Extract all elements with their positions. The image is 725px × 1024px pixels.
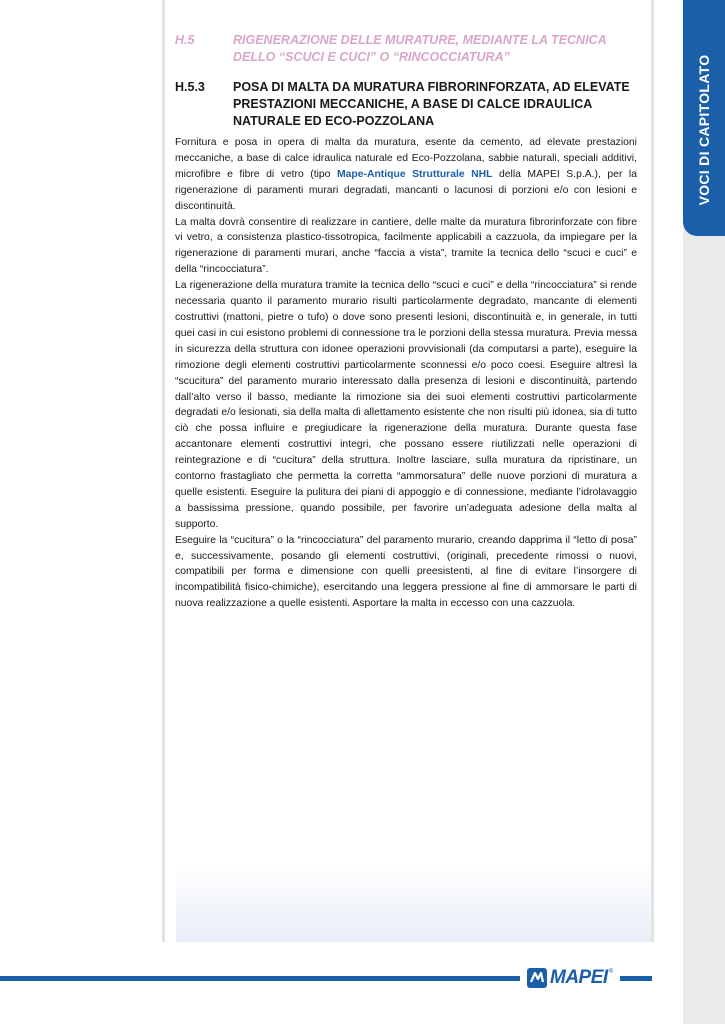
left-margin-rule (162, 0, 165, 942)
section-number: H.5 (175, 33, 195, 47)
paragraph-1: Fornitura e posa in opera di malta da muratura, esente da cemento, ad elevate prestazioni meccaniche, a base di calce idraulica naturale ed Eco-Pozzolana, sabbie naturali, speciali additivi, microfibre e fibre di vetro (tipo Mape-Antique Strutturale NHL della MAPEI S.p.A.), per la rigenerazione di paramenti murari degradati, mancanti o lacunosi di porzioni e/o con lesioni e discontinuità. (175, 137, 637, 212)
paragraph-4: Eseguire la “cucitura” o la “rincocciatura” del paramento murario, creando dapprima il “letto di posa” e, successivamente, posando gli elementi costruttivi, (originali, precedente rimossi o nuovi, compatibili per forma e dimensione con quelli preesistenti, al fine di evitare l’insorgere di incompatibilità fisico-chimiche), esercitando una leggera pressione al fine di ammorsare le parti di nuova realizzazione a quelle esistenti. Asportare la malta in eccesso con una cazzuola. (175, 534, 637, 610)
subsection-title: POSA DI MALTA DA MURATURA FIBRORINFORZATA, AD ELEVATE PRESTAZIONI MECCANICHE, A BASE DI CALCE IDRAULICA NATURALE ED ECO-POZZOLANA (233, 80, 630, 128)
body-text (175, 135, 637, 612)
section-title: RIGENERAZIONE DELLE MURATURE, MEDIANTE LA TECNICA DELLO “SCUCI E CUCI” O “RINCOCCIATURA” (233, 33, 607, 64)
paragraph-3: La rigenerazione della muratura tramite la tecnica dello “scuci e cuci” e della “rincocciatura” si rende necessaria quanto il paramento murario risulti particolarmente degradato, mancante di elementi costruttivi (mattoni, pietre o tufo) o dove sono presenti lesioni, discontinuità e, in generale, in tutti quei casi in cui esistono problemi di connessione tra le porzioni della stessa muratura. Previa messa in sicurezza della struttura con idonee operazioni provvisionali (da computarsi a parte), eseguire la rimozione degli elementi costruttivi particolarmente sconnessi e/o poco coesi. Eseguire altresì la “scucitura” del paramento murario interessato dalla presenza di lesioni e discontinuità, partendo dall’alto verso il basso, mediante la rimozione sia dei suoi elementi costruttivi particolarmente degradati e/o lesionati, sia della malta di allettamento esistente che non risulti più idonea, sia di tutto ciò che possa influire e pregiudicare la rigenerazione della muratura. Durante questa fase accantonare elementi costruttivi integri, che possano essere riutilizzati nelle operazioni di reintegrazione e di “cucitura” della struttura. Inoltre lasciare, sulla muratura da ripristinare, un contorno frastagliato che permetta la corretta “ammorsatura” delle nuove porzioni di muratura a quelle esistenti. Eseguire la pulitura dei piani di appoggio e di connessione, mediante l’idrolavaggio a bassissima pressione, quando possibile, per favorire un’adeguata adesione della malta al supporto. (175, 280, 637, 530)
subsection-number: H.5.3 (175, 80, 205, 94)
logo-text: MAPEI (550, 967, 608, 988)
mapei-logo (520, 965, 620, 991)
side-tab-label: VOCI DI CAPITOLATO (696, 54, 712, 206)
product-name: Mape-Antique Strutturale NHL (336, 168, 493, 180)
logo-registered-mark: ® (608, 969, 614, 975)
mapei-logo-mark-icon (526, 967, 548, 989)
decorative-fade-block (176, 862, 651, 942)
right-margin-rule (651, 0, 654, 942)
paragraph-2: La malta dovrà consentire di realizzare in cantiere, delle malte da muratura fibrorinforzate con fibre vi vetro, a consistenza plastico-tissotropica, facilmente applicabili a cazzuola, da impiegare per la rigenerazione di paramenti murari, anche “faccia a vista”, tramite la tecnica dello “scuci e cuci” e della “rincocciatura”. (175, 216, 637, 276)
